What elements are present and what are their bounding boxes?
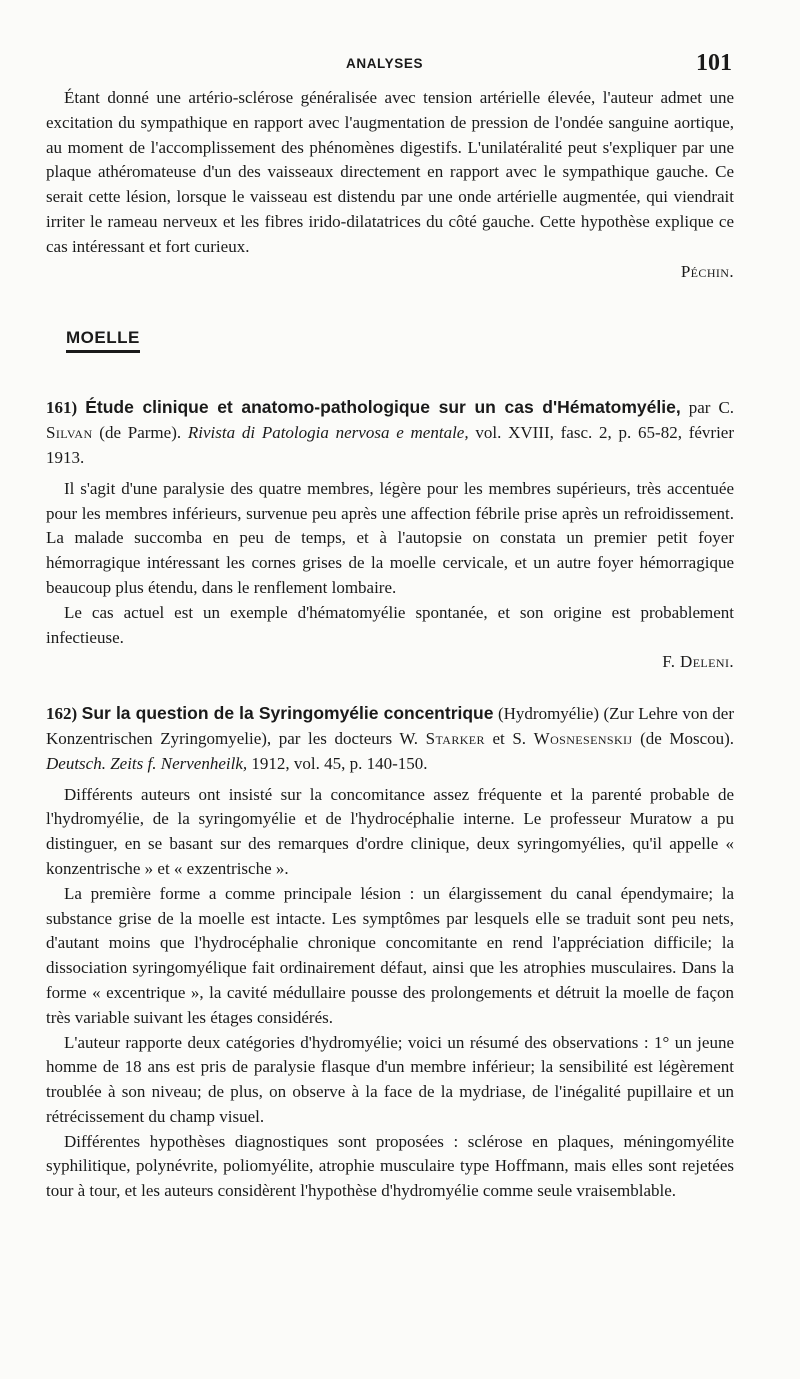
entry-162-heading — [46, 701, 734, 776]
entry-161-heading — [46, 395, 734, 470]
page-content — [46, 86, 734, 1204]
entry-161-title: Étude clinique et anatomo-pathologique sur un cas d'Hématomyélie, — [85, 397, 681, 418]
entry-162-place: (de Moscou). — [640, 728, 735, 748]
entry-162-author-2: Wosnesenskij — [533, 728, 633, 748]
running-head — [0, 50, 800, 80]
entry-162-number: 162) — [46, 704, 78, 724]
entry-162-and: et S. — [492, 728, 527, 748]
entry-162-author-1: Starker — [425, 728, 485, 748]
intro-paragraph: Étant donné une artério-sclérose généralisée avec tension artérielle élevée, l'auteur admet une excitation du sympathique en rapport avec l'augmentation de pression de l'ondée sanguine aortique, au moment de l'accomplissement des phénomènes digestifs. L'unilatéralité peut s'expliquer par une plaque athéromateuse d'un des vaisseaux directement en rapport avec le sympathique gauche. Ce serait cette lésion, lorsque le vaisseau est distendu par une onde artérielle augmentée, qui viendrait irriter le rameau nerveux et les fibres irido-dilatatrices du côté gauche. Cette hypothèse explique ce cas intéressant et fort curieux. — [46, 88, 734, 256]
entry-161-journal: Rivista di Patologia nervosa e mentale, — [187, 423, 469, 443]
intro-signature — [46, 260, 734, 285]
entry-162-title: Sur la question de la Syringomyélie concentrique — [81, 703, 494, 724]
entry-161-signature-line — [46, 650, 734, 675]
entry-161-place: (de Parme). — [99, 423, 182, 443]
page-number: 101 — [696, 50, 732, 76]
entry-162-details: 1912, vol. 45, p. 140-150. — [251, 753, 428, 773]
running-title: ANALYSES — [346, 56, 424, 71]
entry-161-number: 161) — [46, 398, 78, 418]
entry-161-paragraph-1: Il s'agit d'une paralysie des quatre membres, légère pour les membres supérieurs, très accentuée pour les membres inférieurs, survenue peu après une affection fébrile prise après un refroidissement. La malade succomba en peu de temps, et à l'autopsie on constata un premier petit foyer hémorragique intéressant les cornes grises de la moelle cervicale, et un autre foyer hémorragique beaucoup plus étendu, dans le renflement lombaire. — [46, 478, 734, 597]
signature-deleni: F. Deleni. — [662, 652, 734, 672]
entry-161-paragraph-2: Le cas actuel est un exemple d'hématomyélie spontanée, et son origine est probablement infectieuse. — [46, 602, 734, 647]
entry-162-journal: Deutsch. Zeits f. Nervenheilk, — [46, 753, 248, 773]
entry-161-by: par C. — [688, 398, 735, 418]
entry-161-author: Silvan — [46, 423, 93, 443]
section-heading-moelle: MOELLE — [66, 328, 140, 353]
entry-162-paragraph-3: L'auteur rapporte deux catégories d'hydromyélie; voici un résumé des observations : 1° un jeune homme de 18 ans est pris de paralysie flasque d'un membre inférieur; la sensibilité est légèrement troublée à son niveau; de plus, on observe à la face de la mydriase, de l'inégalité pupillaire et un rétrécissement du champ visuel. — [46, 1032, 734, 1126]
entry-162-paragraph-2: La première forme a comme principale lésion : un élargissement du canal épendymaire; la substance grise de la moelle est intacte. Les symptômes par lesquels elle se traduit sont peu nets, d'autant moins que l'hydrocéphalie chronique concomitante en rend l'appréciation difficile; la dissociation syringomyélique fait ordinairement défaut, ainsi que les atrophies musculaires. Dans la forme « excentrique », la cavité médullaire pousse des prolongements et détruit la moelle de façon très variable suivant les étages considérés. — [46, 883, 734, 1027]
entry-162-paragraph-4: Différentes hypothèses diagnostiques sont proposées : sclérose en plaques, méningomyélite syphilitique, polynévrite, poliomyélite, atrophie musculaire type Hoffmann, mais elles sont rejetées tour à tour, et les auteurs considèrent l'hypothèse d'hydromyélie comme seule vraisemblable. — [46, 1131, 734, 1201]
signature-pechin: Péchin. — [680, 261, 734, 281]
entry-161-details: vol. XVIII, fasc. 2, p. 65-82, février 1913. — [46, 423, 734, 467]
entry-162-subtitle: (Hydromyélie) (Zur Lehre von der Konzentrischen Zyringomyelie), par les docteurs W. — [46, 704, 735, 748]
spacer — [46, 675, 734, 687]
entry-162-paragraph-1: Différents auteurs ont insisté sur la concomitance assez fréquente et la parenté probable de l'hydromyélie, de la syringomyélie et de l'hydrocéphalie interne. Le professeur Muratow a pu distinguer, en se basant sur des remarques d'ordre clinique, deux syringomyélies, qu'il appelle « konzentrische » et « exzentrische ». — [46, 784, 734, 878]
